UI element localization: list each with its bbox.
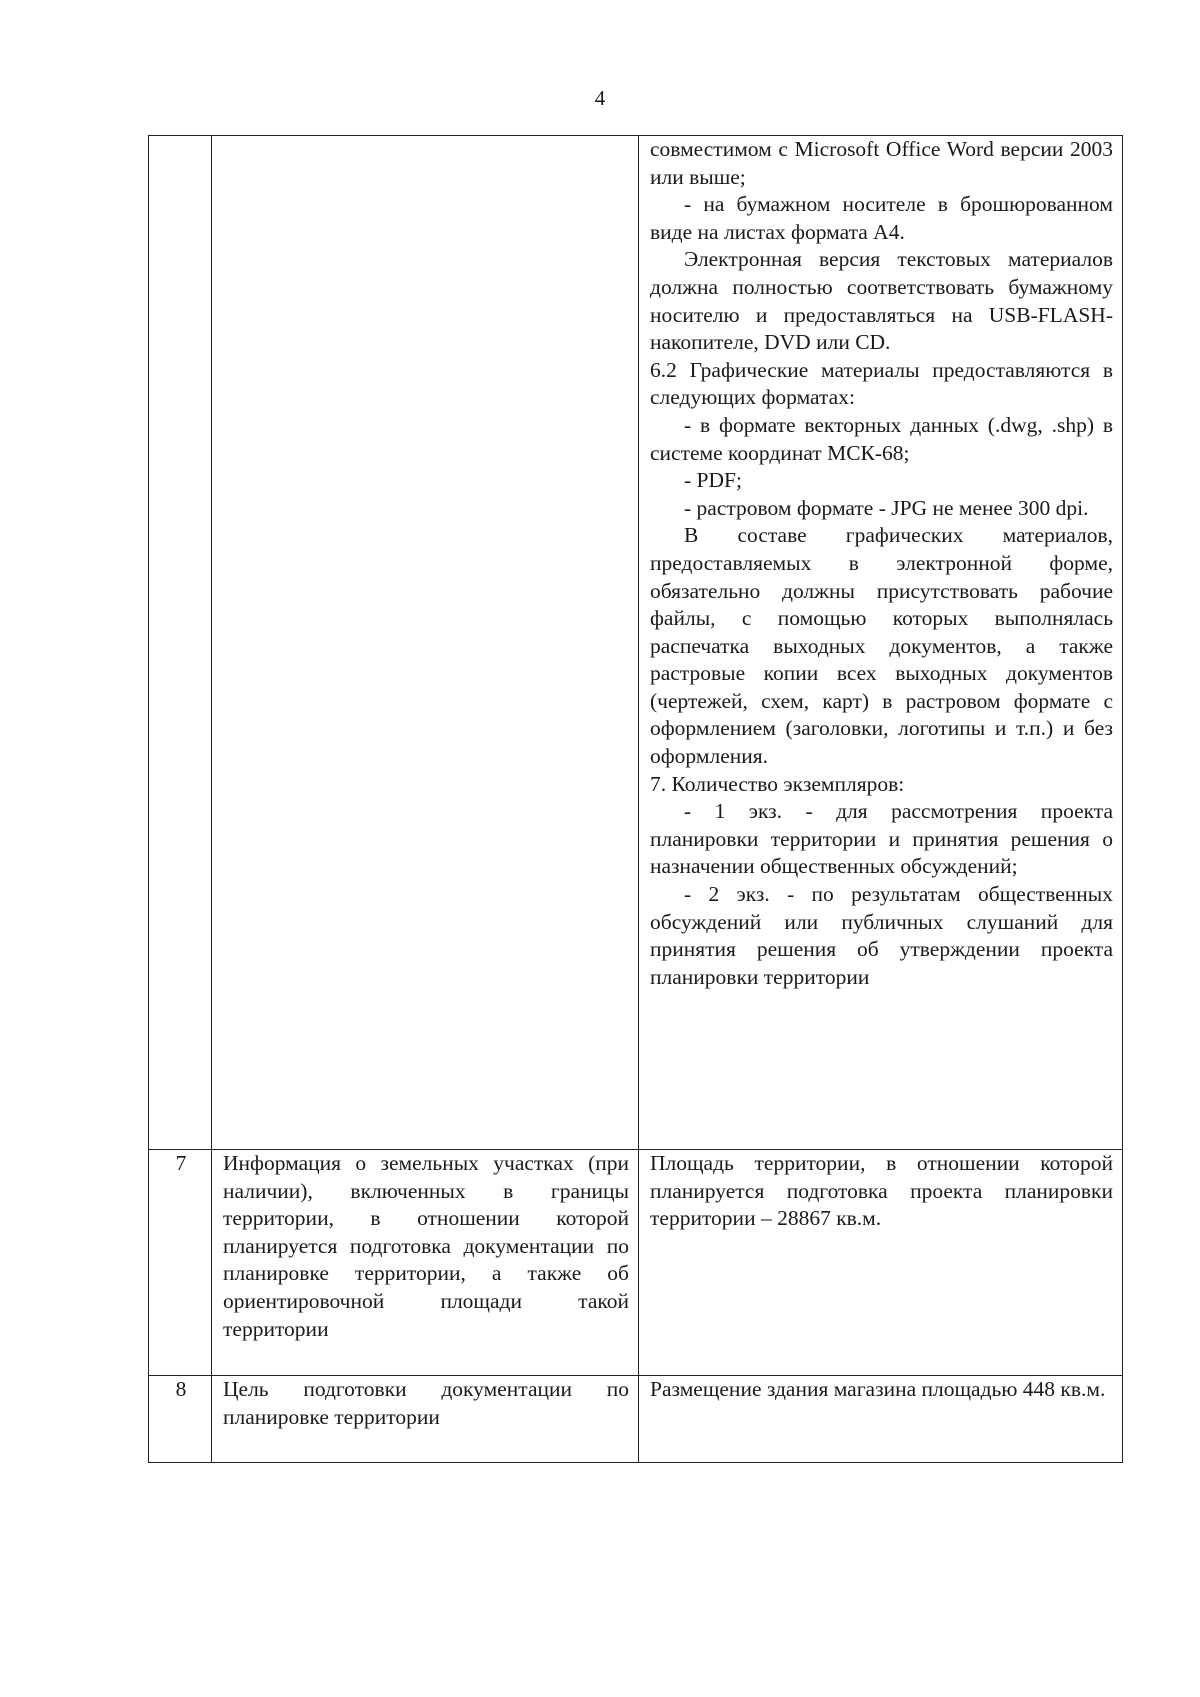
row-name-cell: Цель подготовки документации по планировке территории <box>212 1376 639 1463</box>
paragraph: - растровом формате - JPG не менее 300 dpi. <box>684 495 1089 520</box>
paragraph: - 1 экз. - для рассмотрения проекта планировки территории и принятия решения о назначении общественных обсуждений; <box>650 799 1113 879</box>
table-row <box>149 1376 1123 1463</box>
table-row <box>149 136 1123 1150</box>
row-number-cell: 7 <box>149 1150 212 1376</box>
row-name-cell <box>212 136 639 1150</box>
row-value-cell: Площадь территории, в отношении которой планируется подготовка проекта планировки территории – 28867 кв.м. <box>639 1150 1123 1376</box>
row-name-cell: Информация о земельных участках (при наличии), включенных в границы территории, в отношении которой планируется подготовка документации по планировке территории, а также об ориентировочной площади такой территории <box>212 1150 639 1376</box>
paragraph: совместимом с Microsoft Office Word версии 2003 или выше; <box>650 137 1113 189</box>
row-value-cell <box>639 136 1123 1150</box>
table-row <box>149 1150 1123 1376</box>
paragraph: 7. Количество экземпляров: <box>650 771 905 796</box>
specification-table <box>148 135 1123 1463</box>
paragraph: - PDF; <box>684 468 742 493</box>
paragraph: - в формате векторных данных (.dwg, .shp) в системе координат МСК-68; <box>650 412 1113 465</box>
paragraph: Электронная версия текстовых материалов должна полностью соответствовать бумажному носителю и предоставляться на USB-FLASH-накопителе, DVD или CD. <box>650 247 1113 355</box>
page-number: 4 <box>594 86 606 110</box>
paragraph: В составе графических материалов, предоставляемых в электронной форме, обязательно должны присутствовать рабочие файлы, с помощью которых выполнялась распечатка выходных документов, а также растровые копии всех выходных документов (чертежей, схем, карт) в растровом формате с оформлением (заголовки, логотипы и т.п.) и без оформления. <box>650 523 1113 769</box>
row-number-cell: 8 <box>149 1376 212 1463</box>
paragraph: - на бумажном носителе в брошюрованном виде на листах формата А4. <box>650 192 1113 244</box>
row-number-cell <box>149 136 212 1150</box>
row-value-cell: Размещение здания магазина площадью 448 кв.м. <box>639 1376 1123 1463</box>
paragraph: - 2 экз. - по результатам общественных обсуждений или публичных слушаний для принятия решения об утверждении проекта планировки территории <box>650 882 1113 989</box>
paragraph: 6.2 Графические материалы предоставляются в следующих форматах: <box>650 357 1113 410</box>
